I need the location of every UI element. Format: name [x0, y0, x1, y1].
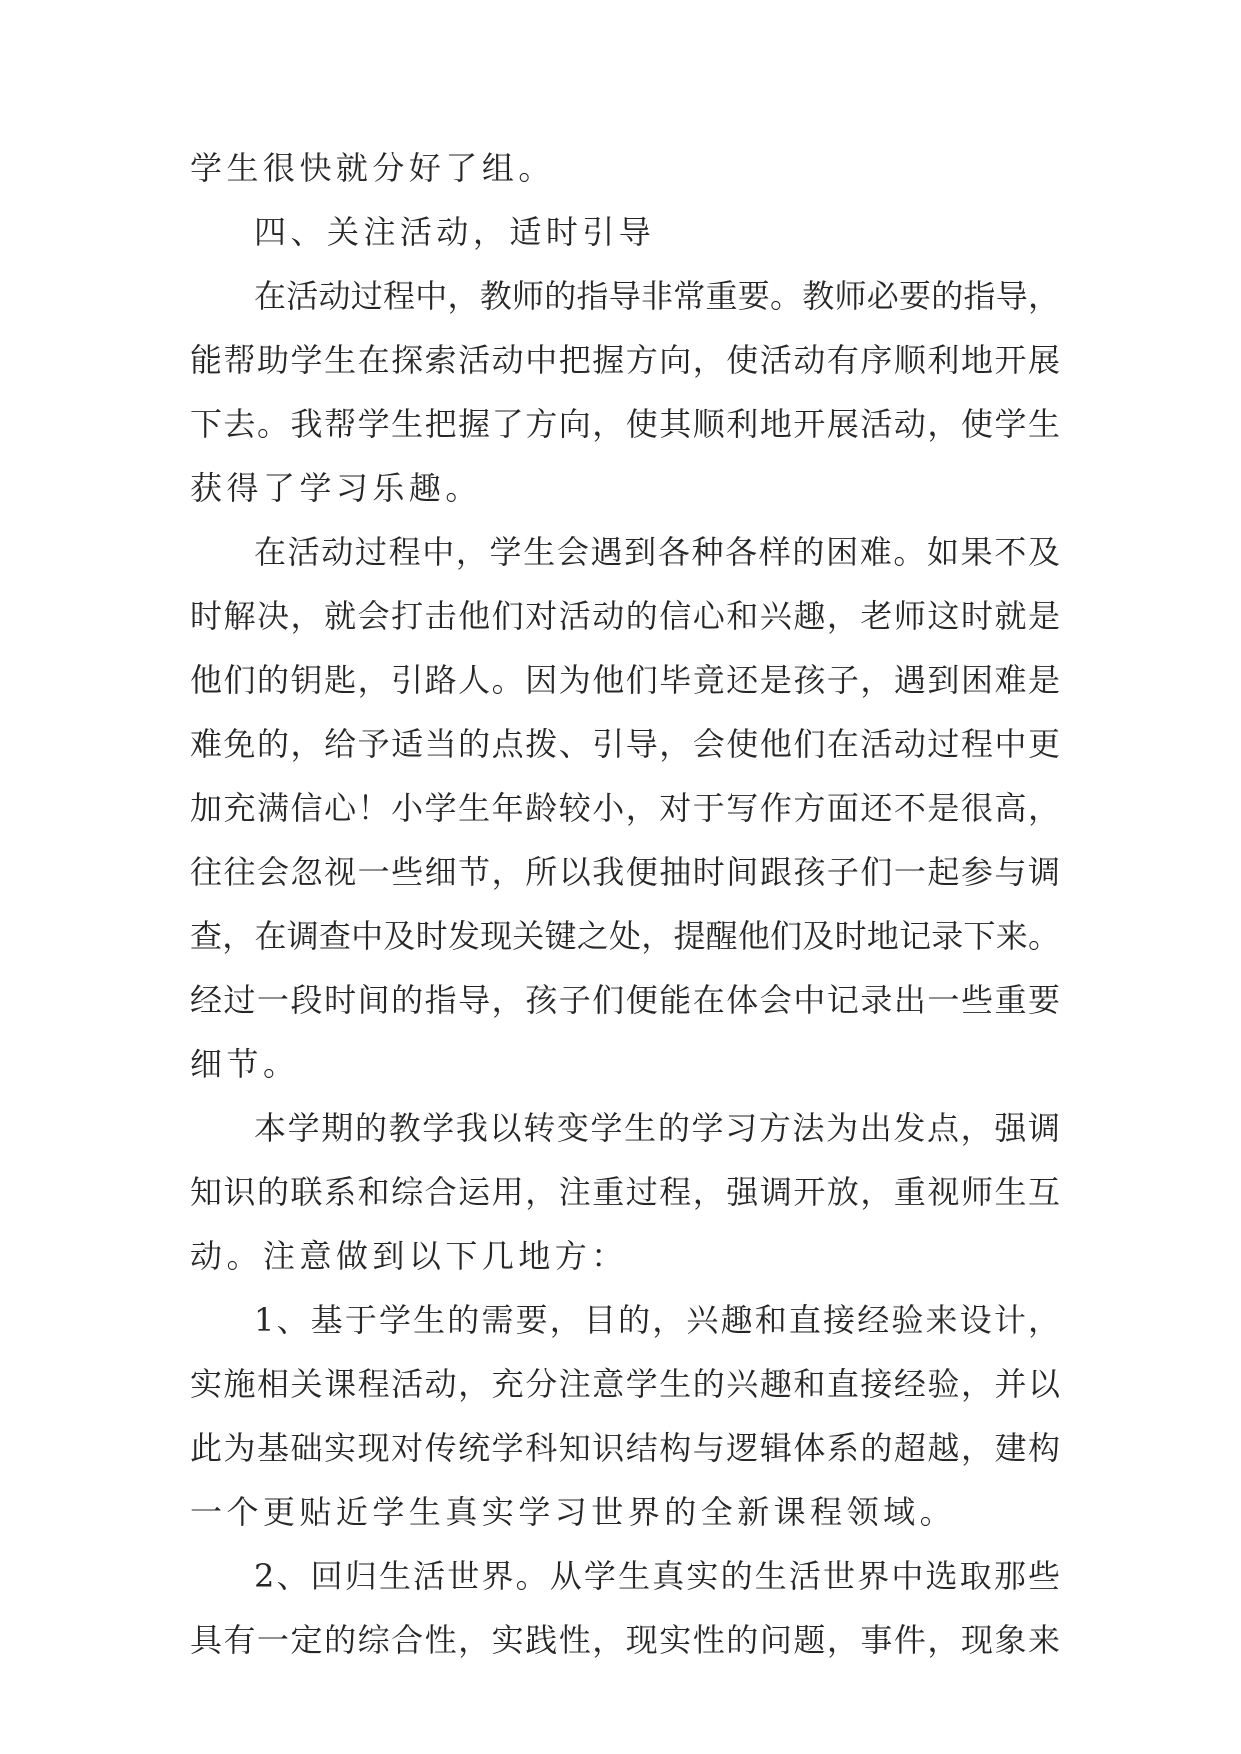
text-line: 动。注意做到以下几地方：: [190, 1237, 628, 1275]
text-line: 2、回归生活世界。从学生真实的生活世界中选取那些: [254, 1557, 1060, 1595]
text-line: 在活动过程中，学生会遇到各种各样的困难。如果不及: [254, 533, 1060, 571]
text-line: 在活动过程中，教师的指导非常重要。教师必要的指导，: [254, 277, 1060, 315]
text-line: 能帮助学生在探索活动中把握方向，使活动有序顺利地开展: [190, 341, 1060, 379]
text-line: 学生很快就分好了组。: [190, 149, 555, 187]
text-line: 加充满信心！小学生年龄较小，对于写作方面还不是很高，: [190, 789, 1060, 827]
text-line: 经过一段时间的指导，孩子们便能在体会中记录出一些重要: [190, 981, 1060, 1019]
text-line: 本学期的教学我以转变学生的学习方法为出发点，强调: [254, 1109, 1060, 1147]
text-line: 查，在调查中及时发现关键之处，提醒他们及时地记录下来。: [190, 917, 1060, 955]
text-line: 此为基础实现对传统学科知识结构与逻辑体系的超越，建构: [190, 1429, 1060, 1467]
text-line: 具有一定的综合性，实践性，现实性的问题，事件，现象来: [190, 1621, 1060, 1659]
text-line: 时解决，就会打击他们对活动的信心和兴趣，老师这时就是: [190, 597, 1060, 635]
text-line: 往往会忽视一些细节，所以我便抽时间跟孩子们一起参与调: [190, 853, 1060, 891]
text-line: 获得了学习乐趣。: [190, 469, 482, 507]
text-line: 实施相关课程活动，充分注意学生的兴趣和直接经验，并以: [190, 1365, 1060, 1403]
text-line: 难免的，给予适当的点拨、引导，会使他们在活动过程中更: [190, 725, 1060, 763]
section-heading: 四、关注活动，适时引导: [254, 213, 656, 251]
text-line: 细节。: [190, 1045, 300, 1083]
text-line: 他们的钥匙，引路人。因为他们毕竟还是孩子，遇到困难是: [190, 661, 1060, 699]
text-line: 一个更贴近学生真实学习世界的全新课程领域。: [190, 1493, 957, 1531]
text-line: 1、基于学生的需要，目的，兴趣和直接经验来设计，: [254, 1301, 1060, 1339]
text-line: 知识的联系和综合运用，注重过程，强调开放，重视师生互: [190, 1173, 1060, 1211]
text-line: 下去。我帮学生把握了方向，使其顺利地开展活动，使学生: [190, 405, 1060, 443]
